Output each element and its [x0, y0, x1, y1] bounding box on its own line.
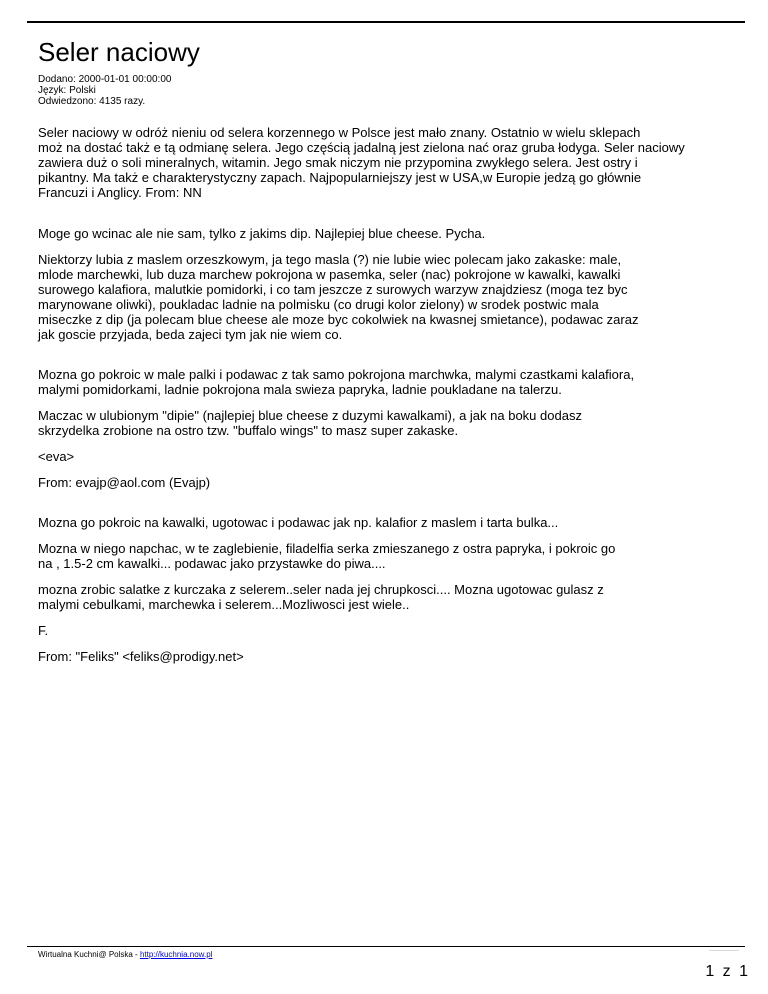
footer-site-link[interactable]: http://kuchnia.now.pl: [139, 950, 213, 959]
footer-watermark: [709, 950, 739, 951]
author-line: From: evajp@aol.com (Evajp): [38, 475, 211, 490]
paragraph: Maczac w ulubionym "dipie" (najlepiej blue cheese z duzymi kawalkami), a jak na boku dodasz skrzydelka zrobione na ostro tzw. "buffalo wings" to masz super zakaske.: [38, 408, 582, 438]
signature: F.: [38, 623, 49, 638]
paragraph: Moge go wcinac ale nie sam, tylko z jakims dip. Najlepiej blue cheese. Pycha.: [38, 226, 486, 241]
page-number: 1 z 1: [705, 963, 750, 980]
paragraph-intro: Seler naciowy w odróż nieniu od selera korzennego w Polsce jest mało znany. Ostatnio w wielu sklepach moż na dostać takż e tą odmianę selera. Jego częścią jadalną jest zielona nać oraz gruba łodyga. Seler naciowy zawiera duż o soli mineralnych, witamin. Jego smak niczym nie przypomina zwykłego selera. Jest ostry i pikantny. Ma takż e charakterystyczny zapach. Najpopularniejszy jest w USA,w Europie jedzą go głównie Francuzi i Anglicy. From: NN: [38, 125, 685, 200]
footer-rule: [27, 946, 745, 947]
footer-source: [38, 950, 212, 959]
signature: <eva>: [38, 449, 75, 464]
paragraph: Mozna go pokroic w male palki i podawac z tak samo pokrojona marchwka, malymi czastkami kalafiora, malymi pomidorkami, ladnie pokrojona mala swieza papryka, ladnie poukladane na talerzu.: [38, 367, 635, 397]
language: Język: Polski: [38, 85, 96, 96]
page-title: Seler naciowy: [38, 37, 200, 67]
paragraph: Mozna go pokroic na kawalki, ugotowac i podawac jak np. kalafior z maslem i tarta bulka...: [38, 515, 559, 530]
author-line: From: "Feliks" <feliks@prodigy.net>: [38, 649, 244, 664]
visit-count: Odwiedzono: 4135 razy.: [38, 96, 146, 107]
paragraph: Niektorzy lubia z maslem orzeszkowym, ja tego masla (?) nie lubie wiec polecam jako zakaske: male, mlode marchewki, lub duza marchew pokrojona w pasemka, seler (nac) pokrojone w kawalki, kawalki surowego kalafiora, malutkie pomidorki, i co tam jeszcze z surowych warzyw znajdziesz (moga tez byc marynowane oliwki), poukladac ladnie na polmisku (co drugi kolor zielony) w srodek postwic mala miseczke z dip (ja polecam blue cheese ale moze byc cokolwiek na kwasnej smietance), podawac zaraz jak goscie przyjada, beda zajeci tym jak nie wiem co.: [38, 252, 639, 342]
header-rule: [27, 21, 745, 23]
footer-site-name: Wirtualna Kuchni@ Polska -: [38, 950, 140, 959]
date-added: Dodano: 2000-01-01 00:00:00: [38, 74, 172, 85]
article-body: [38, 125, 723, 664]
article-meta: [38, 74, 171, 107]
paragraph: mozna zrobic salatke z kurczaka z selerem..seler nada jej chrupkosci.... Mozna ugotowac gulasz z malymi cebulkami, marchewka i selerem...Mozliwosci jest wiele..: [38, 582, 604, 612]
paragraph: Mozna w niego napchac, w te zaglebienie, filadelfia serka zmieszanego z ostra papryka, i pokroic go na , 1.5-2 cm kawalki... podawac jako przystawke do piwa....: [38, 541, 616, 571]
